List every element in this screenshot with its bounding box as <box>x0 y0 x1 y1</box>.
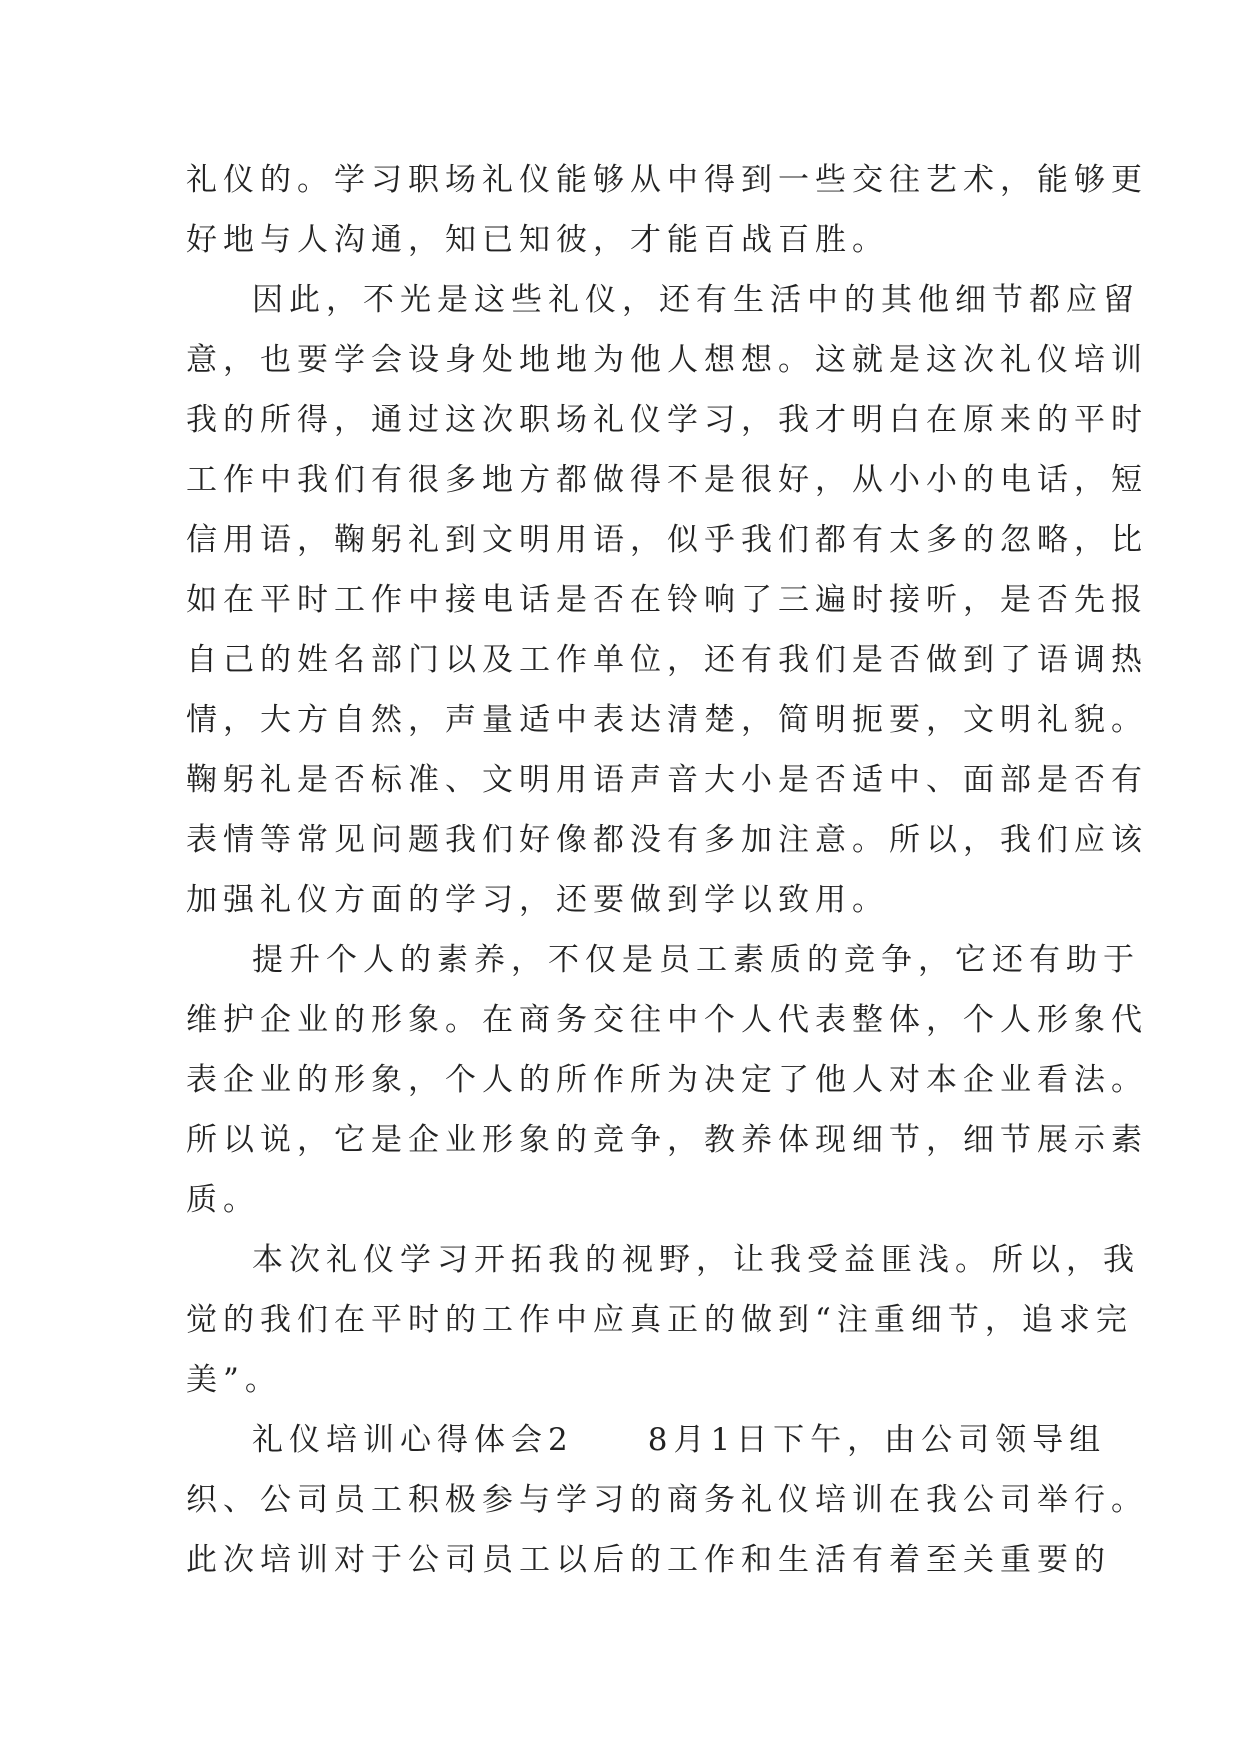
paragraph-first-line: 因此，不光是这些礼仪，还有生活中的其他细节都应留 <box>252 282 1140 318</box>
text-line: 维护企业的形象。在商务交往中个人代表整体，个人形象代 <box>186 1002 1148 1038</box>
text-line: 鞠躬礼是否标准、文明用语声音大小是否适中、面部是否有 <box>186 762 1148 798</box>
text-line: 信用语，鞠躬礼到文明用语，似乎我们都有太多的忽略，比 <box>186 522 1148 558</box>
text-line: 美”。 <box>186 1362 282 1398</box>
text-line: 觉的我们在平时的工作中应真正的做到“注重细节，追求完 <box>186 1302 1133 1338</box>
text-line: 工作中我们有很多地方都做得不是很好，从小小的电话，短 <box>186 462 1148 498</box>
text-line: 表企业的形象，个人的所作所为决定了他人对本企业看法。 <box>186 1062 1148 1098</box>
text-line: 礼仪的。学习职场礼仪能够从中得到一些交往艺术，能够更 <box>186 162 1148 198</box>
paragraph-first-line: 礼仪培训心得体会2 8月1日下午，由公司领导组 <box>252 1422 1107 1458</box>
paragraph-first-line: 提升个人的素养，不仅是员工素质的竞争，它还有助于 <box>252 942 1140 978</box>
text-line: 自己的姓名部门以及工作单位，还有我们是否做到了语调热 <box>186 642 1148 678</box>
text-line: 好地与人沟通，知已知彼，才能百战百胜。 <box>186 222 889 258</box>
text-line: 表情等常见问题我们好像都没有多加注意。所以，我们应该 <box>186 822 1148 858</box>
text-line: 意，也要学会设身处地地为他人想想。这就是这次礼仪培训 <box>186 342 1148 378</box>
text-line: 我的所得，通过这次职场礼仪学习，我才明白在原来的平时 <box>186 402 1148 438</box>
text-line: 如在平时工作中接电话是否在铃响了三遍时接听，是否先报 <box>186 582 1148 618</box>
text-line: 情，大方自然，声量适中表达清楚，简明扼要，文明礼貌。 <box>186 702 1148 738</box>
paragraph-first-line: 本次礼仪学习开拓我的视野，让我受益匪浅。所以，我 <box>252 1242 1140 1278</box>
text-line: 织、公司员工积极参与学习的商务礼仪培训在我公司举行。 <box>186 1482 1148 1518</box>
document-body <box>186 150 1148 1590</box>
text-line: 所以说，它是企业形象的竞争，教养体现细节，细节展示素 <box>186 1122 1148 1158</box>
text-line: 此次培训对于公司员工以后的工作和生活有着至关重要的 <box>186 1542 1111 1578</box>
text-line: 加强礼仪方面的学习，还要做到学以致用。 <box>186 882 889 918</box>
text-line: 质。 <box>186 1182 260 1218</box>
